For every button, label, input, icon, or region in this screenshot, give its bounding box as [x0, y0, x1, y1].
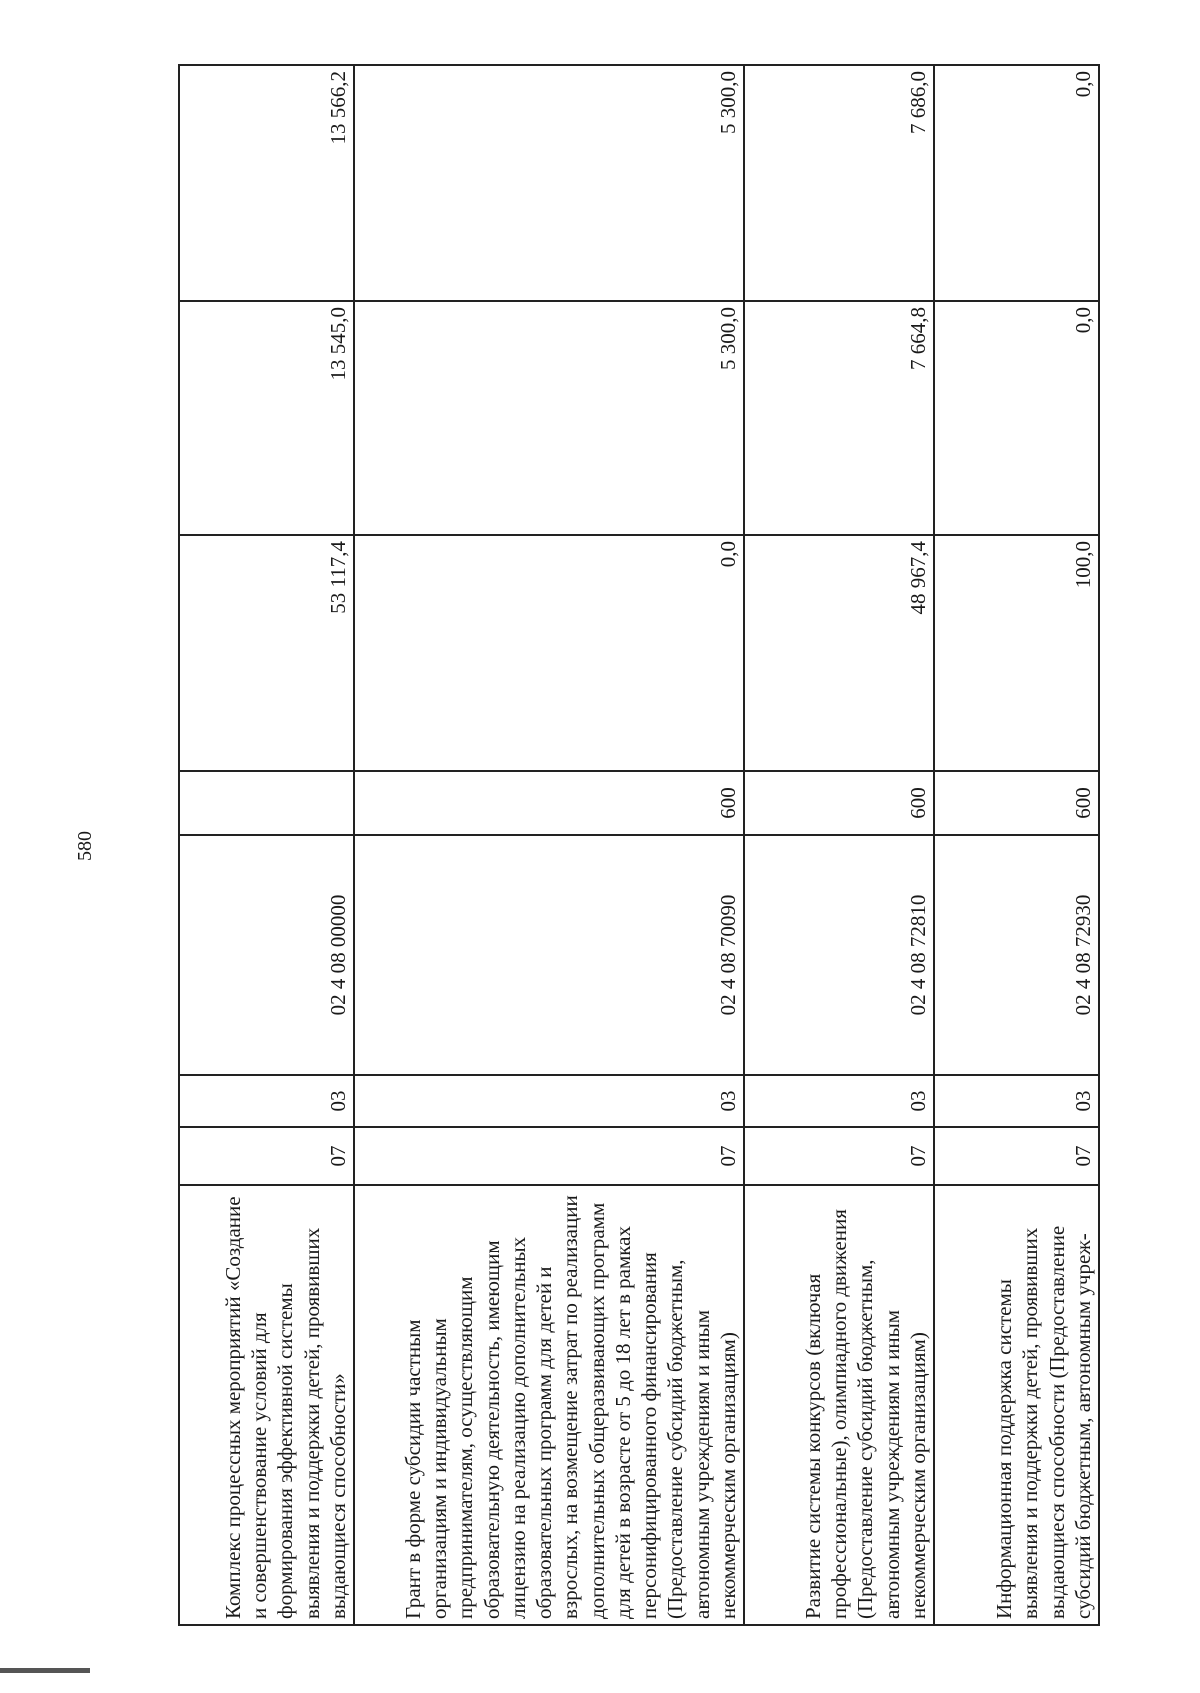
row-description: Развитие системы конкурсов (включая профессиональные), олимпиадного движения (Предоставление субсидий бюджетным, автономным учреждениям и иным некоммерческим организациям) — [744, 1185, 934, 1625]
section-code: 07 — [934, 1127, 1099, 1185]
target-article-code: 02 4 08 72810 — [744, 835, 934, 1075]
row-description: Комплекс процессных мероприятий «Создание и совершенствование условий для формирования эффективной системы выявления и поддержки детей, проявивших выдающиеся способности» — [179, 1185, 354, 1625]
subsection-code: 03 — [934, 1075, 1099, 1127]
amount-year-2: 13 545,0 — [179, 301, 354, 535]
table-row — [354, 65, 744, 1625]
section-code: 07 — [744, 1127, 934, 1185]
amount-year-3: 7 686,0 — [744, 65, 934, 301]
expense-type-code: 600 — [354, 771, 744, 835]
budget-table — [178, 64, 1100, 1626]
expense-type-code: 600 — [934, 771, 1099, 835]
section-code: 07 — [179, 1127, 354, 1185]
budget-table-rotated — [178, 66, 1098, 1626]
table-row — [934, 65, 1099, 1625]
table-row — [744, 65, 934, 1625]
table-row — [179, 65, 354, 1625]
subsection-code: 03 — [744, 1075, 934, 1127]
page-number: 580 — [74, 831, 96, 861]
row-description: Грант в форме субсидии частным организациям и индивидуальным предпринимателям, осуществляющим образовательную деятельность, имеющим лицензию на реализацию дополнительных образовательных программ для детей и взрослых, на возмещение затрат по реализации дополнительных общеразвивающих программ для детей в возрасте от 5 до 18 лет в рамках персонифицированного финансирования (Предоставление субсидий бюджетным, автономным учреждениям и иным некоммерческим организациям) — [354, 1185, 744, 1625]
target-article-code: 02 4 08 70090 — [354, 835, 744, 1075]
amount-year-1: 53 117,4 — [179, 535, 354, 771]
scan-edge-mark — [0, 1668, 90, 1673]
amount-year-2: 0,0 — [934, 301, 1099, 535]
target-article-code: 02 4 08 00000 — [179, 835, 354, 1075]
subsection-code: 03 — [354, 1075, 744, 1127]
amount-year-2: 7 664,8 — [744, 301, 934, 535]
amount-year-1: 100,0 — [934, 535, 1099, 771]
amount-year-3: 0,0 — [934, 65, 1099, 301]
target-article-code: 02 4 08 72930 — [934, 835, 1099, 1075]
amount-year-3: 5 300,0 — [354, 65, 744, 301]
amount-year-1: 48 967,4 — [744, 535, 934, 771]
amount-year-1: 0,0 — [354, 535, 744, 771]
amount-year-2: 5 300,0 — [354, 301, 744, 535]
row-description: Информационная поддержка системы выявления и поддержки детей, проявивших выдающиеся способности (Предоставление субсидий бюджетным, автономным учреж- — [934, 1185, 1099, 1625]
expense-type-code: 600 — [744, 771, 934, 835]
section-code: 07 — [354, 1127, 744, 1185]
subsection-code: 03 — [179, 1075, 354, 1127]
expense-type-code — [179, 771, 354, 835]
amount-year-3: 13 566,2 — [179, 65, 354, 301]
